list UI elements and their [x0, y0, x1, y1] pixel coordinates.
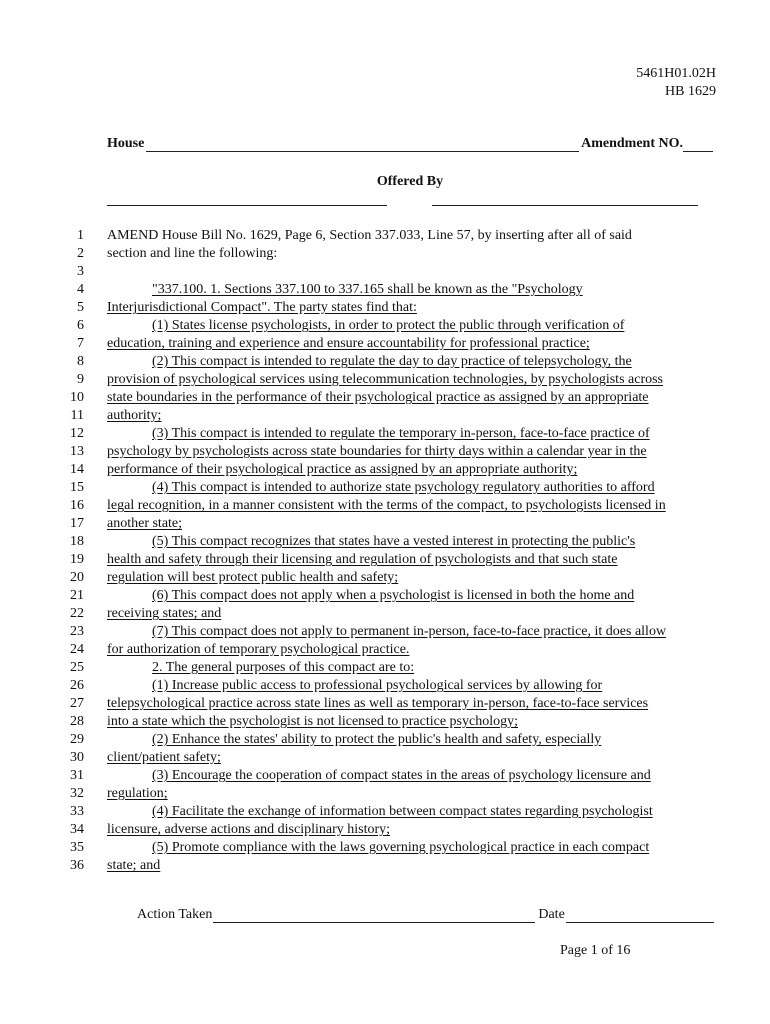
- document-line: [40, 281, 730, 299]
- line-text: provision of psychological services using telecommunication technologies, by psychologists across: [107, 372, 664, 387]
- document-line: [40, 533, 730, 551]
- line-number: 7: [77, 336, 84, 351]
- line-text: AMEND House Bill No. 1629, Page 6, Section 337.033, Line 57, by inserting after all of said: [107, 228, 632, 243]
- document-line: [40, 641, 730, 659]
- line-number: 4: [77, 282, 84, 297]
- document-line: [40, 821, 730, 839]
- line-number: 30: [70, 750, 84, 765]
- document-line: [40, 551, 730, 569]
- date-label: Date: [538, 907, 565, 922]
- document-line: [40, 443, 730, 461]
- line-number: 19: [70, 552, 84, 567]
- line-number: 36: [70, 858, 84, 873]
- house-amendment-line: [107, 136, 713, 152]
- document-line: [40, 371, 730, 389]
- line-number: 3: [77, 264, 84, 279]
- document-line: [40, 803, 730, 821]
- line-text: client/patient safety;: [107, 750, 221, 765]
- document-line: [40, 767, 730, 785]
- document-line: [40, 569, 730, 587]
- document-line: [40, 605, 730, 623]
- line-text: (4) This compact is intended to authorize state psychology regulatory authorities to afford: [152, 480, 655, 495]
- document-header: [636, 65, 716, 101]
- document-line: [40, 785, 730, 803]
- document-line: [40, 479, 730, 497]
- date-blank: [566, 908, 714, 923]
- line-text: into a state which the psychologist is not licensed to practice psychology;: [107, 714, 518, 729]
- document-line: [40, 623, 730, 641]
- line-number: 9: [77, 372, 84, 387]
- line-text: authority;: [107, 408, 162, 423]
- document-line: [40, 425, 730, 443]
- amendment-number-label: Amendment NO.: [581, 136, 683, 151]
- line-text: another state;: [107, 516, 183, 531]
- document-line: [40, 731, 730, 749]
- line-number: 31: [70, 768, 84, 783]
- action-taken-line: [137, 907, 717, 923]
- document-line: [40, 389, 730, 407]
- document-line: [40, 227, 730, 245]
- doc-id: 5461H01.02H: [636, 66, 716, 81]
- line-text: (4) Facilitate the exchange of information between compact states regarding psychologist: [152, 804, 653, 819]
- line-text: receiving states; and: [107, 606, 222, 621]
- document-line: [40, 335, 730, 353]
- line-number: 11: [70, 408, 84, 423]
- line-number: 27: [70, 696, 84, 711]
- signature-line-left: [107, 205, 387, 206]
- line-number: 2: [77, 246, 84, 261]
- line-text: (5) Promote compliance with the laws governing psychological practice in each compact: [152, 840, 650, 855]
- line-text: "337.100. 1. Sections 337.100 to 337.165 shall be known as the "Psychology: [152, 282, 583, 297]
- line-number: 17: [70, 516, 84, 531]
- action-taken-blank: [213, 908, 535, 923]
- line-text: 2. The general purposes of this compact are to:: [152, 660, 415, 675]
- line-number: 32: [70, 786, 84, 801]
- line-number: 33: [70, 804, 84, 819]
- bill-number: HB 1629: [665, 84, 716, 99]
- document-line: [40, 713, 730, 731]
- line-number: 25: [70, 660, 84, 675]
- line-number: 6: [77, 318, 84, 333]
- document-line: [40, 857, 730, 875]
- document-line: [40, 263, 730, 281]
- line-number: 10: [70, 390, 84, 405]
- line-number: 35: [70, 840, 84, 855]
- line-number: 26: [70, 678, 84, 693]
- line-text: (5) This compact recognizes that states have a vested interest in protecting the public's: [152, 534, 636, 549]
- line-text: state; and: [107, 858, 161, 873]
- line-number: 29: [70, 732, 84, 747]
- document-line: [40, 695, 730, 713]
- line-text: (2) Enhance the states' ability to protect the public's health and safety, especially: [152, 732, 602, 747]
- document-line: [40, 245, 730, 263]
- line-text: (1) States license psychologists, in order to protect the public through verification of: [152, 318, 625, 333]
- page-number: Page 1 of 16: [560, 943, 631, 958]
- document-line: [40, 299, 730, 317]
- document-line: [40, 317, 730, 335]
- line-text: licensure, adverse actions and disciplinary history;: [107, 822, 391, 837]
- line-text: state boundaries in the performance of their psychological practice as assigned by an appropriate: [107, 390, 649, 405]
- line-text: section and line the following:: [107, 246, 278, 261]
- line-text: (6) This compact does not apply when a psychologist is licensed in both the home and: [152, 588, 635, 603]
- line-text: (2) This compact is intended to regulate the day to day practice of telepsychology, the: [152, 354, 632, 369]
- line-text: education, training and experience and ensure accountability for professional practice;: [107, 336, 590, 351]
- document-line: [40, 677, 730, 695]
- line-text: legal recognition, in a manner consistent with the terms of the compact, to psychologists licensed in: [107, 498, 666, 513]
- document-line: [40, 353, 730, 371]
- amendment-number-blank: [683, 137, 713, 152]
- line-text: (3) This compact is intended to regulate the temporary in-person, face-to-face practice of: [152, 426, 650, 441]
- offered-by-label: Offered By: [376, 174, 444, 189]
- line-text: psychology by psychologists across state boundaries for thirty days within a calendar year in the: [107, 444, 647, 459]
- document-line: [40, 461, 730, 479]
- line-text: (1) Increase public access to professional psychological services by allowing for: [152, 678, 603, 693]
- line-number: 34: [70, 822, 84, 837]
- line-number: 22: [70, 606, 84, 621]
- line-number: 28: [70, 714, 84, 729]
- document-line: [40, 587, 730, 605]
- house-blank: [146, 137, 579, 152]
- line-number: 18: [70, 534, 84, 549]
- line-text: (7) This compact does not apply to permanent in-person, face-to-face practice, it does allow: [152, 624, 667, 639]
- document-line: [40, 749, 730, 767]
- line-number: 15: [70, 480, 84, 495]
- line-text: performance of their psychological practice as assigned by an appropriate authority;: [107, 462, 578, 477]
- line-number: 16: [70, 498, 84, 513]
- line-text: regulation will best protect public health and safety;: [107, 570, 399, 585]
- line-text: Interjurisdictional Compact". The party states find that:: [107, 300, 417, 315]
- line-number: 8: [77, 354, 84, 369]
- numbered-lines: [40, 227, 730, 875]
- line-text: health and safety through their licensing and regulation of psychologists and that such state: [107, 552, 618, 567]
- line-number: 24: [70, 642, 84, 657]
- line-number: 23: [70, 624, 84, 639]
- document-line: [40, 407, 730, 425]
- line-text: for authorization of temporary psychological practice.: [107, 642, 410, 657]
- line-text: regulation;: [107, 786, 168, 801]
- house-label: House: [107, 136, 145, 151]
- line-number: 20: [70, 570, 84, 585]
- line-number: 21: [70, 588, 84, 603]
- line-number: 12: [70, 426, 84, 441]
- document-line: [40, 839, 730, 857]
- document-line: [40, 659, 730, 677]
- line-number: 13: [70, 444, 84, 459]
- line-text: (3) Encourage the cooperation of compact states in the areas of psychology licensure and: [152, 768, 651, 783]
- document-line: [40, 497, 730, 515]
- action-taken-label: Action Taken: [137, 907, 213, 922]
- line-number: 5: [77, 300, 84, 315]
- document-line: [40, 515, 730, 533]
- line-text: telepsychological practice across state lines as well as temporary in-person, face-to-face services: [107, 696, 649, 711]
- signature-line-right: [432, 205, 698, 206]
- line-number: 14: [70, 462, 84, 477]
- line-number: 1: [77, 228, 84, 243]
